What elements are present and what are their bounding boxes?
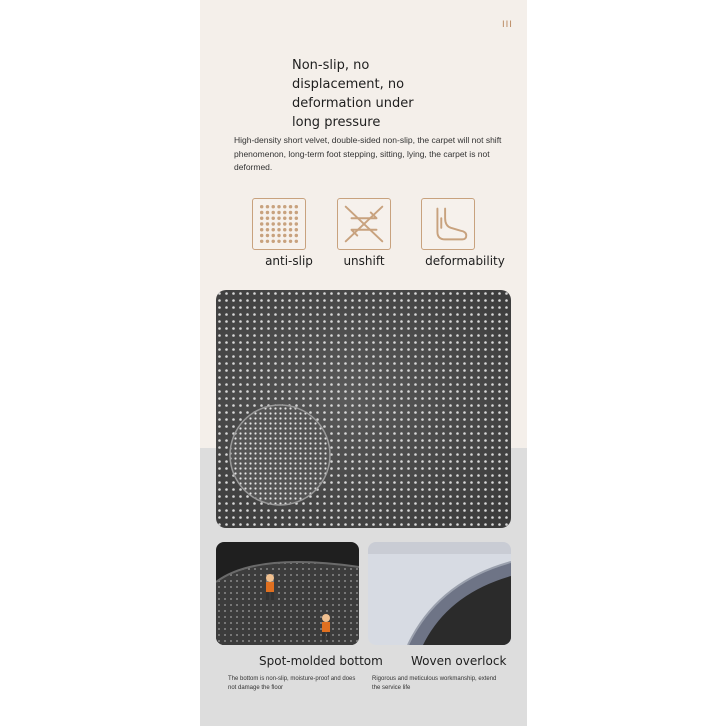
- woven-overlock-image: [368, 542, 511, 645]
- carpet-backing-closeup-image: [216, 290, 511, 528]
- caption-title-spot-molded: Spot-molded bottom: [259, 654, 383, 668]
- headline: Non-slip, no displacement, no deformation under long pressure: [292, 58, 414, 130]
- spot-molded-bottom-image: [216, 542, 359, 645]
- feature-label-deformability: deformability: [425, 254, 505, 268]
- feature-label-unshift: unshift: [343, 254, 385, 268]
- description: High-density short velvet, double-sided non-slip, the carpet will not shift phenomenon, long-term foot stepping, sitting, lying, the carpet is not deformed.: [234, 135, 502, 172]
- caption-text-spot-molded: The bottom is non-slip, moisture-proof and does not damage the floor: [228, 676, 356, 691]
- product-detail-panel: [200, 0, 527, 726]
- foot-icon: [421, 198, 475, 250]
- feature-label-anti-slip: anti-slip: [265, 254, 313, 268]
- dot-grid-icon: [252, 198, 306, 250]
- caption-text-woven-overlock: Rigorous and meticulous workmanship, extend the service life: [372, 676, 497, 691]
- crossed-arrows-icon: [337, 198, 391, 250]
- caption-title-woven-overlock: Woven overlock: [411, 654, 507, 668]
- corner-mark: III: [502, 20, 513, 30]
